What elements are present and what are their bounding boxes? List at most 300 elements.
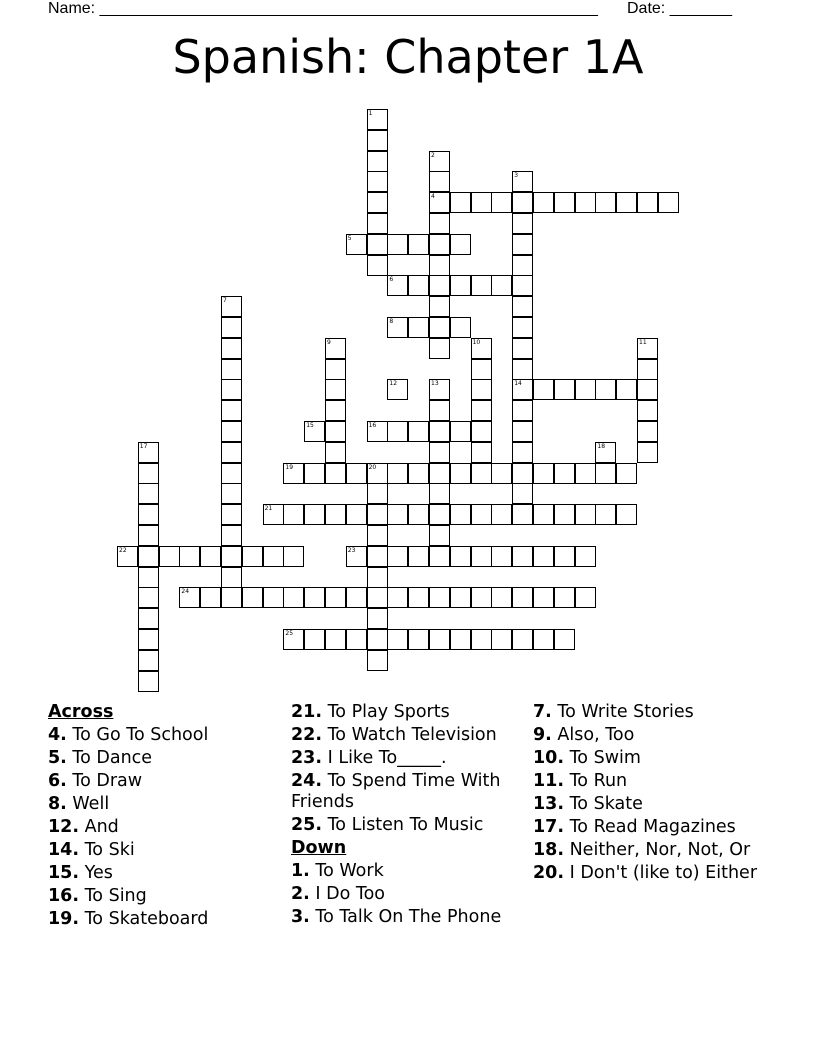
grid-cell[interactable] — [242, 546, 263, 567]
grid-cell[interactable] — [325, 463, 346, 484]
grid-cell[interactable] — [159, 546, 180, 567]
grid-cell[interactable] — [221, 400, 242, 421]
grid-cell[interactable] — [512, 629, 533, 650]
clue-item — [533, 817, 768, 838]
grid-cell[interactable] — [367, 192, 388, 213]
grid-cell[interactable] — [491, 192, 512, 213]
grid-cell[interactable] — [408, 317, 429, 338]
date-field-label: Date: _______ — [627, 0, 732, 17]
grid-cell[interactable] — [387, 504, 408, 525]
grid-cell[interactable] — [575, 587, 596, 608]
grid-cell[interactable] — [325, 379, 346, 400]
grid-cell[interactable] — [595, 192, 616, 213]
grid-cell[interactable] — [408, 587, 429, 608]
clue-number: 25 — [285, 630, 294, 637]
grid-cell[interactable] — [658, 192, 679, 213]
clue-number: 23 — [347, 546, 356, 554]
clue-number-label: 13. — [533, 794, 565, 814]
clue-text: I Like To_____. — [327, 748, 447, 768]
clue-item — [48, 725, 283, 746]
clue-number: 16 — [368, 422, 377, 429]
grid-cell[interactable] — [637, 359, 658, 380]
grid-cell[interactable] — [429, 296, 450, 317]
grid-cell[interactable] — [346, 629, 367, 650]
clue-number-label: 2. — [291, 884, 310, 904]
clue-column-3 — [533, 702, 768, 886]
grid-cell[interactable] — [429, 317, 450, 338]
grid-cell[interactable] — [221, 317, 242, 338]
grid-cell[interactable] — [575, 504, 596, 525]
grid-cell[interactable] — [554, 587, 575, 608]
clue-text: Yes — [84, 863, 113, 883]
grid-cell[interactable] — [221, 546, 242, 567]
clue-text: To Skateboard — [84, 909, 209, 929]
clue-column-2 — [291, 702, 526, 930]
grid-cell[interactable] — [367, 130, 388, 151]
grid-cell[interactable] — [450, 234, 471, 255]
grid-cell[interactable] — [616, 504, 637, 525]
grid-cell[interactable] — [471, 442, 492, 463]
grid-cell[interactable] — [346, 587, 367, 608]
grid-cell[interactable] — [554, 463, 575, 484]
clue-item — [533, 725, 768, 746]
grid-cell[interactable] — [533, 379, 554, 400]
grid-cell[interactable] — [429, 151, 450, 172]
grid-cell[interactable] — [429, 192, 450, 213]
clue-item — [291, 815, 526, 836]
clue-item — [533, 863, 768, 884]
grid-cell[interactable] — [512, 234, 533, 255]
grid-cell[interactable] — [408, 421, 429, 442]
grid-cell[interactable] — [367, 171, 388, 192]
grid-cell[interactable] — [138, 608, 159, 629]
grid-cell[interactable] — [283, 463, 304, 484]
grid-cell[interactable] — [450, 629, 471, 650]
grid-cell[interactable] — [138, 546, 159, 567]
grid-cell[interactable] — [471, 379, 492, 400]
grid-cell[interactable] — [221, 587, 242, 608]
clue-number-label: 22. — [291, 725, 323, 745]
clue-text: To Talk On The Phone — [315, 907, 502, 927]
page-title: Spanish: Chapter 1A — [172, 30, 644, 84]
clue-number-label: 11. — [533, 771, 565, 791]
grid-cell[interactable] — [200, 587, 221, 608]
clue-number: 11 — [639, 338, 647, 346]
grid-cell[interactable] — [450, 504, 471, 525]
grid-cell[interactable] — [554, 504, 575, 525]
grid-cell[interactable] — [138, 650, 159, 671]
grid-cell[interactable] — [221, 525, 242, 546]
grid-cell[interactable] — [408, 504, 429, 525]
grid-cell[interactable] — [450, 587, 471, 608]
grid-cell[interactable] — [117, 546, 138, 567]
clue-number-label: 16. — [48, 886, 80, 906]
grid-cell[interactable] — [637, 192, 658, 213]
clue-number-label: 8. — [48, 794, 67, 814]
grid-cell[interactable] — [325, 442, 346, 463]
grid-cell[interactable] — [471, 463, 492, 484]
clue-number: 6 — [389, 276, 394, 284]
clue-item — [48, 817, 283, 838]
grid-cell[interactable] — [138, 587, 159, 608]
clue-text: Well — [72, 794, 110, 814]
clue-number-label: 10. — [533, 748, 565, 768]
clue-item — [48, 794, 283, 815]
grid-cell[interactable] — [471, 275, 492, 296]
clue-text: I Do Too — [315, 884, 386, 904]
clue-number-label: 15. — [48, 863, 80, 883]
grid-cell[interactable] — [367, 629, 388, 650]
grid-cell[interactable] — [429, 234, 450, 255]
clue-number-label: 9. — [533, 725, 552, 745]
grid-cell[interactable] — [575, 463, 596, 484]
grid-cell[interactable] — [512, 483, 533, 504]
clue-number-label: 14. — [48, 840, 80, 860]
grid-cell[interactable] — [512, 442, 533, 463]
clue-number: 18 — [597, 442, 606, 450]
grid-cell[interactable] — [325, 629, 346, 650]
grid-cell[interactable] — [221, 338, 242, 359]
grid-cell[interactable] — [512, 296, 533, 317]
grid-cell[interactable] — [367, 525, 388, 546]
grid-cell[interactable] — [283, 504, 304, 525]
grid-cell[interactable] — [304, 629, 325, 650]
grid-cell[interactable] — [221, 421, 242, 442]
clue-text: To Write Stories — [557, 702, 694, 722]
grid-cell[interactable] — [138, 629, 159, 650]
clue-item — [533, 748, 768, 769]
grid-cell[interactable] — [471, 192, 492, 213]
grid-cell[interactable] — [471, 629, 492, 650]
clue-item — [291, 907, 526, 928]
grid-cell[interactable] — [221, 379, 242, 400]
grid-cell[interactable] — [429, 275, 450, 296]
clue-text: To Sing — [84, 886, 147, 906]
grid-cell[interactable] — [512, 504, 533, 525]
clue-number: 4 — [431, 193, 435, 201]
grid-cell[interactable] — [429, 525, 450, 546]
clue-number-label: 18. — [533, 840, 565, 860]
grid-cell[interactable] — [408, 275, 429, 296]
grid-cell[interactable] — [221, 504, 242, 525]
clue-number: 8 — [389, 318, 394, 325]
grid-cell[interactable] — [575, 546, 596, 567]
grid-cell[interactable] — [387, 275, 408, 296]
clue-number-label: 6. — [48, 771, 67, 791]
grid-cell[interactable] — [367, 546, 388, 567]
grid-cell[interactable] — [471, 504, 492, 525]
grid-cell[interactable] — [595, 442, 616, 463]
clue-text: To Run — [569, 771, 628, 791]
grid-cell[interactable] — [533, 546, 554, 567]
grid-cell[interactable] — [429, 171, 450, 192]
grid-cell[interactable] — [491, 629, 512, 650]
grid-cell[interactable] — [179, 546, 200, 567]
clue-text: Also, Too — [557, 725, 635, 745]
grid-cell[interactable] — [512, 192, 533, 213]
grid-cell[interactable] — [429, 587, 450, 608]
grid-cell[interactable] — [429, 213, 450, 234]
clue-text: I Don't (like to) Either — [569, 863, 758, 883]
clue-text: To Skate — [569, 794, 643, 814]
clue-number: 17 — [139, 442, 148, 450]
grid-cell[interactable] — [367, 213, 388, 234]
grid-cell[interactable] — [429, 629, 450, 650]
grid-cell[interactable] — [533, 504, 554, 525]
clue-number-label: 24. — [291, 771, 323, 791]
clue-number-label: 7. — [533, 702, 552, 722]
grid-cell[interactable] — [450, 275, 471, 296]
grid-cell[interactable] — [429, 463, 450, 484]
grid-cell[interactable] — [512, 338, 533, 359]
grid-cell[interactable] — [533, 629, 554, 650]
grid-cell[interactable] — [512, 546, 533, 567]
grid-cell[interactable] — [554, 546, 575, 567]
grid-cell[interactable] — [429, 338, 450, 359]
grid-cell[interactable] — [450, 317, 471, 338]
grid-cell[interactable] — [263, 546, 284, 567]
name-field-label: Name: ________________________________________________________ — [48, 0, 598, 17]
clue-text: To Listen To Music — [327, 815, 484, 835]
grid-cell[interactable] — [387, 587, 408, 608]
grid-cell[interactable] — [450, 421, 471, 442]
grid-cell[interactable] — [367, 504, 388, 525]
clue-number: 21 — [264, 505, 273, 513]
grid-cell[interactable] — [637, 379, 658, 400]
grid-cell[interactable] — [325, 421, 346, 442]
grid-cell[interactable] — [283, 587, 304, 608]
grid-cell[interactable] — [512, 400, 533, 421]
grid-cell[interactable] — [408, 234, 429, 255]
grid-cell[interactable] — [450, 463, 471, 484]
down-heading: Down — [291, 838, 347, 858]
grid-cell[interactable] — [429, 400, 450, 421]
clue-number: 14 — [514, 380, 522, 388]
clue-number-label: 25. — [291, 815, 323, 835]
grid-cell[interactable] — [512, 317, 533, 338]
grid-cell[interactable] — [325, 504, 346, 525]
grid-cell[interactable] — [616, 379, 637, 400]
grid-cell[interactable] — [533, 192, 554, 213]
grid-cell[interactable] — [283, 629, 304, 650]
grid-cell[interactable] — [138, 567, 159, 588]
grid-cell[interactable] — [491, 546, 512, 567]
grid-cell[interactable] — [512, 171, 533, 192]
clue-number-label: 12. — [48, 817, 80, 837]
grid-cell[interactable] — [221, 483, 242, 504]
grid-cell[interactable] — [512, 587, 533, 608]
grid-cell[interactable] — [491, 275, 512, 296]
grid-cell[interactable] — [429, 546, 450, 567]
grid-cell[interactable] — [346, 504, 367, 525]
grid-cell[interactable] — [221, 567, 242, 588]
grid-cell[interactable] — [512, 463, 533, 484]
grid-cell[interactable] — [616, 463, 637, 484]
grid-cell[interactable] — [200, 546, 221, 567]
grid-cell[interactable] — [367, 587, 388, 608]
clue-number-label: 20. — [533, 863, 565, 883]
clue-number-label: 3. — [291, 907, 310, 927]
grid-cell[interactable] — [221, 442, 242, 463]
clue-text: To Dance — [72, 748, 153, 768]
grid-cell[interactable] — [367, 567, 388, 588]
clue-item — [291, 702, 526, 723]
clue-number-label: 21. — [291, 702, 323, 722]
grid-cell[interactable] — [387, 546, 408, 567]
grid-cell[interactable] — [637, 442, 658, 463]
grid-cell[interactable] — [429, 504, 450, 525]
clue-text: To Draw — [72, 771, 143, 791]
clue-item — [48, 771, 283, 792]
clue-item — [48, 886, 283, 907]
grid-cell[interactable] — [637, 421, 658, 442]
grid-cell[interactable] — [367, 255, 388, 276]
grid-cell[interactable] — [387, 463, 408, 484]
grid-cell[interactable] — [138, 671, 159, 692]
grid-cell[interactable] — [367, 650, 388, 671]
grid-cell[interactable] — [221, 359, 242, 380]
grid-cell[interactable] — [575, 379, 596, 400]
grid-cell[interactable] — [512, 275, 533, 296]
grid-cell[interactable] — [304, 504, 325, 525]
grid-cell[interactable] — [367, 151, 388, 172]
grid-cell[interactable] — [595, 504, 616, 525]
grid-cell[interactable] — [512, 255, 533, 276]
grid-cell[interactable] — [533, 463, 554, 484]
grid-cell[interactable] — [367, 608, 388, 629]
clue-text: To Ski — [84, 840, 135, 860]
grid-cell[interactable] — [221, 296, 242, 317]
grid-cell[interactable] — [408, 463, 429, 484]
grid-cell[interactable] — [471, 359, 492, 380]
grid-cell[interactable] — [471, 400, 492, 421]
grid-cell[interactable] — [138, 504, 159, 525]
grid-cell[interactable] — [387, 379, 408, 400]
clue-number: 13 — [431, 380, 439, 388]
grid-cell[interactable] — [491, 504, 512, 525]
clue-item — [533, 771, 768, 792]
clue-column-1 — [48, 702, 283, 932]
clue-number-label: 19. — [48, 909, 80, 929]
grid-cell[interactable] — [283, 546, 304, 567]
grid-cell[interactable] — [637, 400, 658, 421]
clue-item — [48, 840, 283, 861]
clue-number: 10 — [472, 338, 481, 346]
clue-text: To Read Magazines — [569, 817, 736, 837]
clue-item — [291, 725, 526, 746]
grid-cell[interactable] — [637, 338, 658, 359]
grid-cell[interactable] — [367, 234, 388, 255]
grid-cell[interactable] — [512, 213, 533, 234]
clue-number: 20 — [368, 463, 377, 471]
grid-cell[interactable] — [325, 587, 346, 608]
grid-cell[interactable] — [450, 546, 471, 567]
clue-number: 22 — [119, 546, 127, 554]
grid-cell[interactable] — [346, 546, 367, 567]
grid-cell[interactable] — [429, 483, 450, 504]
grid-cell[interactable] — [491, 463, 512, 484]
grid-cell[interactable] — [533, 587, 554, 608]
grid-cell[interactable] — [138, 442, 159, 463]
grid-cell[interactable] — [263, 587, 284, 608]
grid-cell[interactable] — [138, 463, 159, 484]
clue-item — [533, 794, 768, 815]
grid-cell[interactable] — [512, 379, 533, 400]
grid-cell[interactable] — [346, 463, 367, 484]
grid-cell[interactable] — [595, 463, 616, 484]
grid-cell[interactable] — [242, 587, 263, 608]
grid-cell[interactable] — [429, 442, 450, 463]
clue-number: 3 — [514, 172, 519, 180]
grid-cell[interactable] — [512, 359, 533, 380]
grid-cell[interactable] — [429, 421, 450, 442]
grid-cell[interactable] — [367, 109, 388, 130]
grid-cell[interactable] — [471, 546, 492, 567]
grid-cell[interactable] — [263, 504, 284, 525]
grid-cell[interactable] — [367, 483, 388, 504]
grid-cell[interactable] — [179, 587, 200, 608]
clue-number: 12 — [389, 380, 398, 388]
grid-cell[interactable] — [325, 400, 346, 421]
clue-text: To Work — [315, 861, 384, 881]
grid-cell[interactable] — [471, 587, 492, 608]
grid-cell[interactable] — [554, 379, 575, 400]
grid-cell[interactable] — [138, 525, 159, 546]
grid-cell[interactable] — [429, 379, 450, 400]
clue-item — [48, 909, 283, 930]
grid-cell[interactable] — [471, 421, 492, 442]
grid-cell[interactable] — [367, 463, 388, 484]
clue-item — [533, 702, 768, 723]
grid-cell[interactable] — [387, 421, 408, 442]
clue-text: And — [84, 817, 119, 837]
grid-cell[interactable] — [387, 629, 408, 650]
grid-cell[interactable] — [471, 338, 492, 359]
grid-cell[interactable] — [575, 192, 596, 213]
clue-text: To Watch Television — [327, 725, 497, 745]
grid-cell[interactable] — [221, 463, 242, 484]
grid-cell[interactable] — [325, 338, 346, 359]
grid-cell[interactable] — [387, 317, 408, 338]
grid-cell[interactable] — [325, 359, 346, 380]
clue-number-label: 4. — [48, 725, 67, 745]
grid-cell[interactable] — [408, 629, 429, 650]
grid-cell[interactable] — [387, 234, 408, 255]
grid-cell[interactable] — [616, 192, 637, 213]
clue-text: To Play Sports — [327, 702, 450, 722]
grid-cell[interactable] — [408, 546, 429, 567]
grid-cell[interactable] — [554, 629, 575, 650]
grid-cell[interactable] — [138, 483, 159, 504]
grid-cell[interactable] — [304, 463, 325, 484]
grid-cell[interactable] — [304, 587, 325, 608]
grid-cell[interactable] — [491, 587, 512, 608]
clue-text: To Go To School — [72, 725, 209, 745]
clue-number: 7 — [223, 297, 227, 305]
grid-cell[interactable] — [367, 421, 388, 442]
grid-cell[interactable] — [429, 255, 450, 276]
grid-cell[interactable] — [304, 421, 325, 442]
grid-cell[interactable] — [554, 192, 575, 213]
grid-cell[interactable] — [346, 234, 367, 255]
clue-number-label: 5. — [48, 748, 67, 768]
clue-item — [533, 840, 768, 861]
clue-number-label: 23. — [291, 748, 323, 768]
grid-cell[interactable] — [450, 192, 471, 213]
grid-cell[interactable] — [512, 421, 533, 442]
grid-cell[interactable] — [595, 379, 616, 400]
clue-number: 1 — [368, 110, 373, 117]
